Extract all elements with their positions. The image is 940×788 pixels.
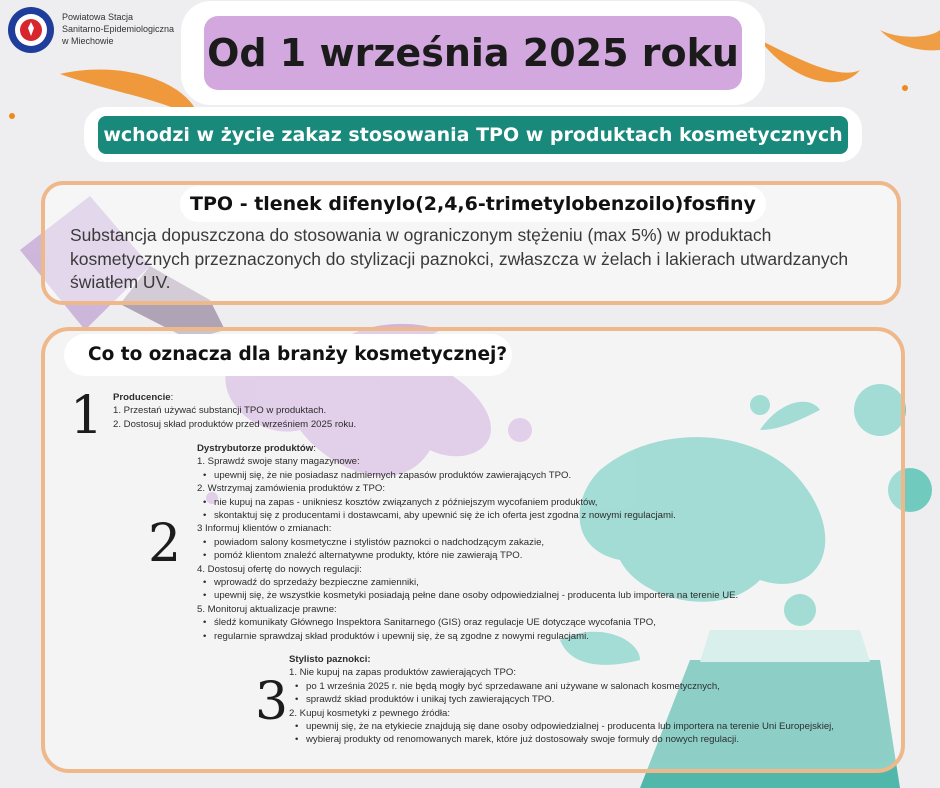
bullet-item: • upewnij się, że nie posiadasz nadmiernych zapasów produktów zawierających TPO. bbox=[197, 469, 738, 482]
bullet-item: • powiadom salony kosmetyczne i stylistów paznokci o nadchodzącym zakazie, bbox=[197, 536, 738, 549]
step-number: 2 bbox=[148, 514, 182, 574]
list-item: 1. Nie kupuj na zapas produktów zawierających TPO: bbox=[289, 667, 516, 679]
list-item: 2. Wstrzymaj zamówienia produktów z TPO: bbox=[197, 483, 386, 495]
page-subtitle: wchodzi w życie zakaz stosowania TPO w produktach kosmetycznych bbox=[98, 116, 848, 154]
sanepid-logo bbox=[7, 6, 55, 54]
distributors-heading: Dystrybutorze produktów bbox=[197, 443, 314, 454]
list-item: 1. Przestań używać substancji TPO w produktach. bbox=[113, 405, 327, 417]
bullet-item: • skontaktuj się z producentami i dostawcami, aby upewnić się że ich oferta jest zgodna z nowymi regulacjami. bbox=[197, 509, 738, 522]
step-number: 1 bbox=[70, 386, 104, 446]
org-line: Powiatowa Stacja bbox=[62, 12, 134, 22]
stylists-heading: Stylisto paznokci: bbox=[289, 654, 371, 665]
producers-heading: Producencie bbox=[113, 392, 171, 403]
bullet-item: • śledź komunikaty Głównego Inspektora Sanitarnego (GIS) oraz regulacje UE dotyczące wycofania TPO, bbox=[197, 616, 738, 629]
bullet-item: • upewnij się, że wszystkie kosmetyki posiadają pełne dane osoby odpowiedzialnej - producenta lub importera na terenie UE. bbox=[197, 589, 738, 602]
bullet-item: • upewnij się, że na etykiecie znajdują się dane osoby odpowiedzialnej - producenta lub importera na terenie Uni Europejskiej, bbox=[289, 720, 834, 733]
list-item: 5. Monitoruj aktualizacje prawne: bbox=[197, 603, 337, 615]
bullet-item: • wybieraj produkty od renomowanych marek, które już dostosowały swoje formuły do nowych regulacji. bbox=[289, 733, 834, 746]
section-title: Co to oznacza dla branży kosmetycznej? bbox=[64, 334, 512, 376]
bullet-item: • sprawdź skład produktów i unikaj tych zawierających TPO. bbox=[289, 693, 834, 706]
heading-colon: : bbox=[313, 443, 316, 454]
list-item: 2. Kupuj kosmetyki z pewnego źródła: bbox=[289, 707, 451, 719]
list-item: 3 Informuj klientów o zmianach: bbox=[197, 523, 332, 535]
distributors-block bbox=[197, 442, 738, 643]
org-line: w Miechowie bbox=[62, 36, 114, 46]
list-item: 1. Sprawdź swoje stany magazynowe: bbox=[197, 456, 360, 468]
step-number: 3 bbox=[255, 672, 289, 732]
page-title: Od 1 września 2025 roku bbox=[204, 16, 742, 90]
producers-block bbox=[113, 391, 356, 431]
list-item: 2. Dostosuj skład produktów przed wrześniem 2025 roku. bbox=[113, 418, 357, 430]
bullet-item: • regularnie sprawdzaj skład produktów i upewnij się, że są zgodne z nowymi regulacjami. bbox=[197, 630, 738, 643]
tpo-description: Substancja dopuszczona do stosowania w ograniczonym stężeniu (max 5%) w produktach kosmetycznych przeznaczonych do stylizacji paznokci, zwłaszcza w żelach i lakierach utwardzanych światłem UV. bbox=[70, 225, 849, 292]
bullet-item: • po 1 września 2025 r. nie będą mogły być sprzedawane ani używane w salonach kosmetycznych, bbox=[289, 680, 834, 693]
list-item: 4. Dostosuj ofertę do nowych regulacji: bbox=[197, 563, 362, 575]
bullet-item: • nie kupuj na zapas - unikniesz kosztów związanych z późniejszym wycofaniem produktów, bbox=[197, 496, 738, 509]
bullet-item: • wprowadź do sprzedaży bezpieczne zamienniki, bbox=[197, 576, 738, 589]
stylists-block bbox=[289, 653, 834, 747]
heading-colon: : bbox=[170, 392, 174, 403]
org-line: Sanitarno-Epidemiologiczna bbox=[62, 24, 175, 34]
bullet-item: • pomóż klientom znaleźć alternatywne produkty, które nie zawierają TPO. bbox=[197, 549, 738, 562]
organization-name bbox=[62, 11, 174, 47]
tpo-name: TPO - tlenek difenylo(2,4,6-trimetylobenzoilo)fosfiny bbox=[180, 186, 766, 222]
